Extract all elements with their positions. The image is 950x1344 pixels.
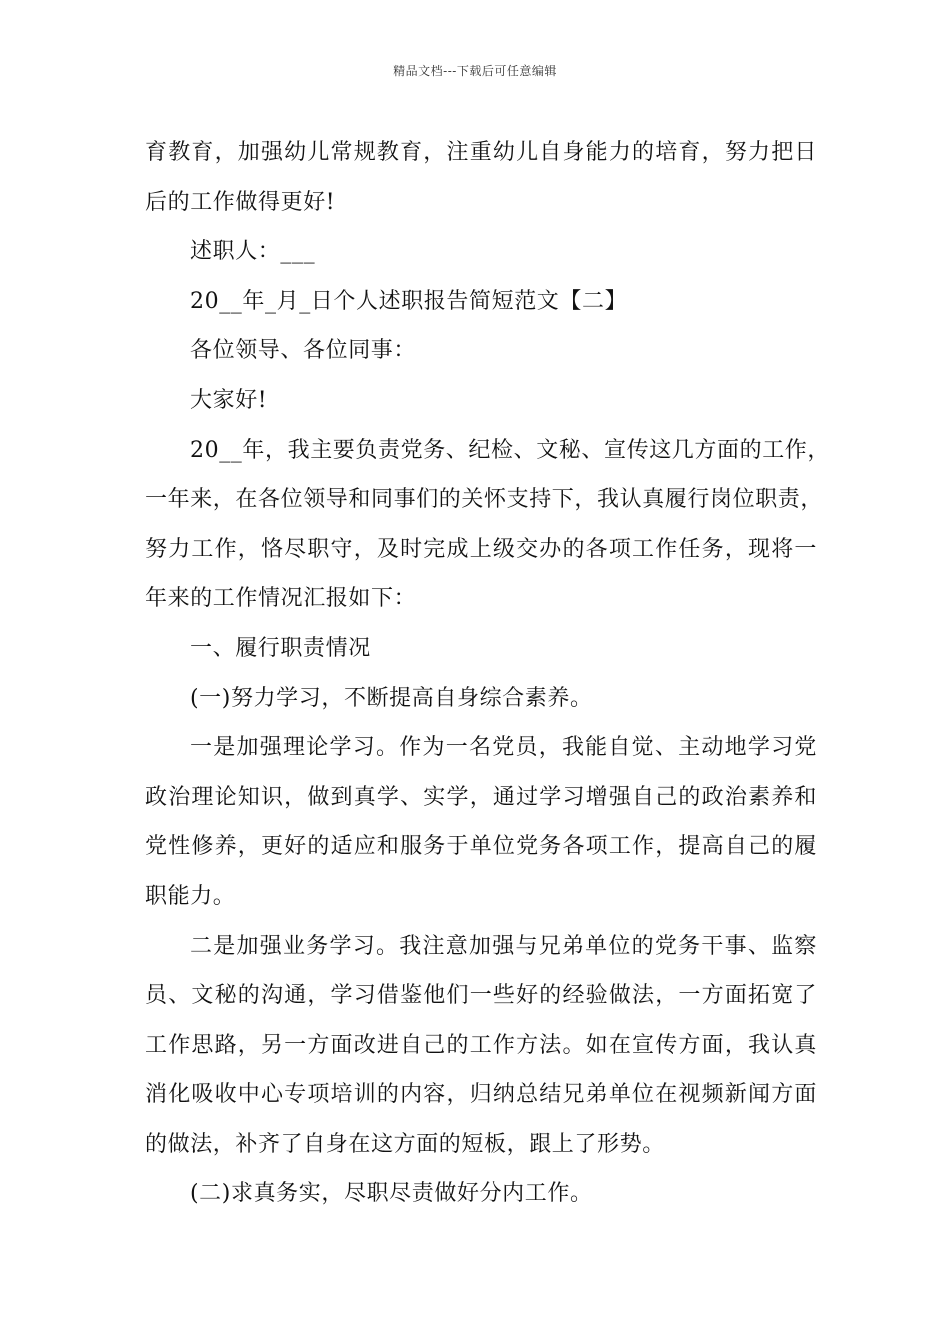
section-title: 20__年_月_日个人述职报告简短范文【二】 bbox=[190, 288, 628, 314]
paragraph-line: 一是加强理论学习。作为一名党员，我能自觉、主动地学习党 bbox=[190, 735, 817, 761]
paragraph-line: 年来的工作情况汇报如下： bbox=[145, 586, 417, 612]
paragraph-line: 工作思路，另一方面改进自己的工作方法。如在宣传方面，我认真 bbox=[145, 1032, 817, 1058]
paragraph-line: 党性修养，更好的适应和服务于单位党务各项工作，提高自己的履 bbox=[145, 834, 817, 860]
paragraph-line: 消化吸收中心专项培训的内容，归纳总结兄弟单位在视频新闻方面 bbox=[145, 1082, 817, 1108]
subheading-line: (二)求真务实，尽职尽责做好分内工作。 bbox=[190, 1181, 593, 1207]
document-body bbox=[145, 128, 830, 1219]
paragraph-line: 政治理论知识，做到真学、实学，通过学习增强自己的政治素养和 bbox=[145, 784, 817, 810]
subheading-line: (一)努力学习，不断提高自身综合素养。 bbox=[190, 685, 593, 711]
paragraph-line: 的做法，补齐了自身在这方面的短板，跟上了形势。 bbox=[145, 1131, 665, 1157]
signature-line: 述职人：___ bbox=[190, 239, 316, 265]
paragraph-line: 20__年，我主要负责党务、纪检、文秘、宣传这几方面的工作， bbox=[190, 437, 830, 463]
paragraph-line: 育教育，加强幼儿常规教育，注重幼儿自身能力的培育，努力把日 bbox=[145, 140, 817, 165]
page-header: 精品文档---下载后可任意编辑 bbox=[393, 64, 557, 78]
heading-line: 一、履行职责情况 bbox=[190, 635, 371, 661]
paragraph-line: 一年来，在各位领导和同事们的关怀支持下，我认真履行岗位职责， bbox=[145, 487, 824, 513]
paragraph-line: 后的工作做得更好! bbox=[145, 189, 336, 215]
paragraph-line: 二是加强业务学习。我注意加强与兄弟单位的党务干事、监察 bbox=[190, 933, 817, 959]
paragraph-line: 努力工作，恪尽职守，及时完成上级交办的各项工作任务，现将一 bbox=[145, 536, 817, 562]
greeting: 大家好! bbox=[190, 387, 268, 413]
paragraph-line: 职能力。 bbox=[145, 883, 236, 909]
salutation: 各位领导、各位同事： bbox=[190, 338, 417, 364]
paragraph-line: 员、文秘的沟通，学习借鉴他们一些好的经验做法，一方面拓宽了 bbox=[145, 983, 817, 1009]
